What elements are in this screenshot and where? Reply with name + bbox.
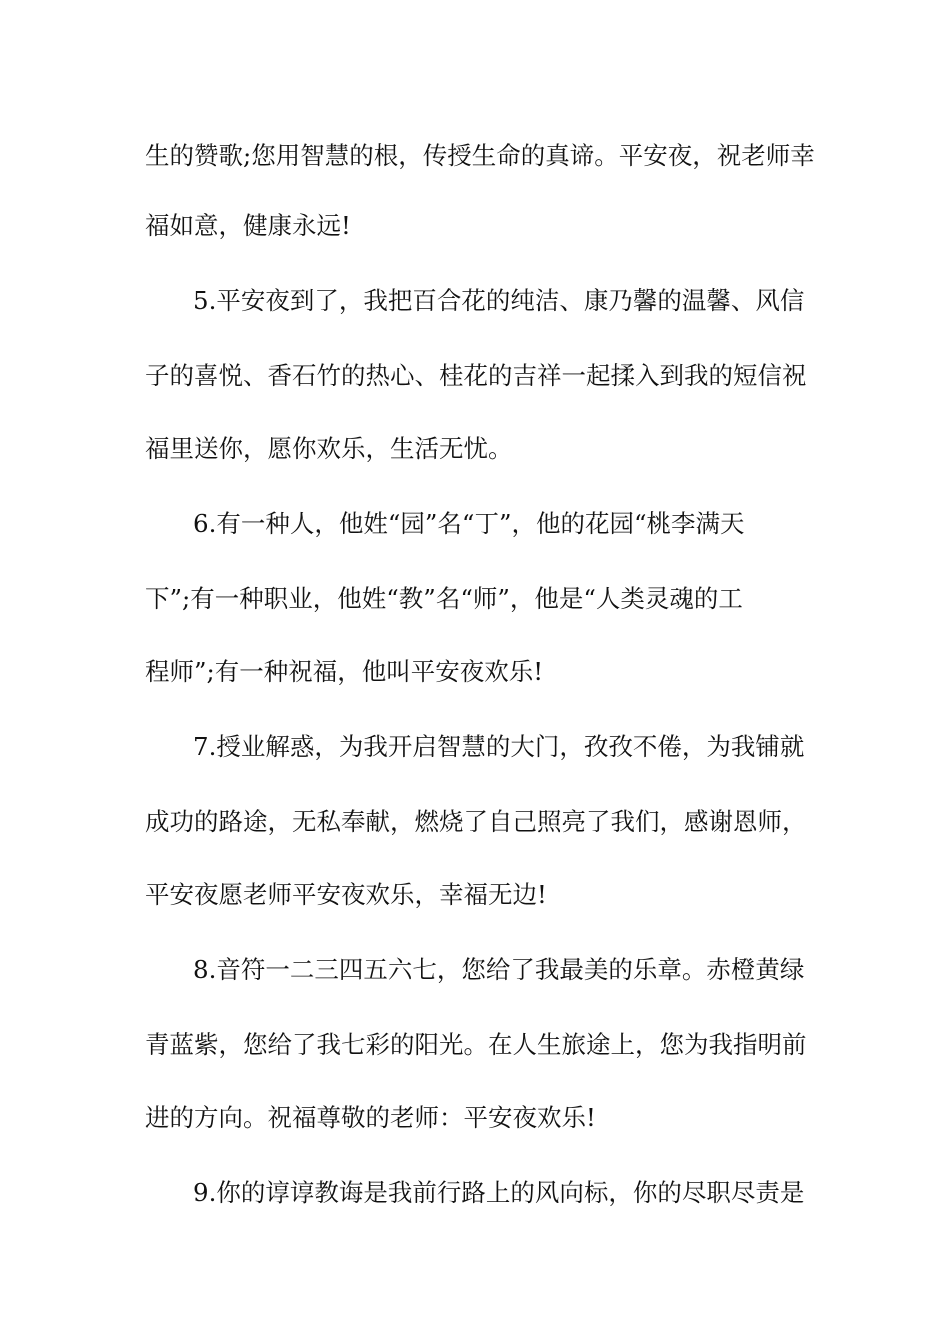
paragraph-5-start: 5.平安夜到了，我把百合花的纯洁、康乃馨的温馨、风信 <box>193 286 805 315</box>
text-line: 福里送你，愿你欢乐，生活无忧。 <box>145 434 513 463</box>
paragraph-6-start: 6.有一种人，他姓“园”名“丁”，他的花园“桃李满天 <box>193 509 745 538</box>
text-line: 青蓝紫，您给了我七彩的阳光。在人生旅途上，您为我指明前 <box>145 1030 807 1059</box>
paragraph-7-start: 7.授业解惑，为我开启智慧的大门，孜孜不倦，为我铺就 <box>193 732 805 761</box>
text-line: 福如意，健康永远! <box>145 211 351 240</box>
text-line: 平安夜愿老师平安夜欢乐，幸福无边! <box>145 880 547 909</box>
text-line: 子的喜悦、香石竹的热心、桂花的吉祥一起揉入到我的短信祝 <box>145 361 807 390</box>
text-line: 程师”;有一种祝福，他叫平安夜欢乐! <box>145 657 544 686</box>
text-line: 生的赞歌;您用智慧的根，传授生命的真谛。平安夜，祝老师幸 <box>145 141 815 170</box>
paragraph-9-start: 9.你的谆谆教诲是我前行路上的风向标，你的尽职尽责是 <box>193 1178 805 1207</box>
text-line: 进的方向。祝福尊敬的老师：平安夜欢乐! <box>145 1103 596 1132</box>
text-line: 成功的路途，无私奉献，燃烧了自己照亮了我们，感谢恩师， <box>145 807 807 836</box>
paragraph-8-start: 8.音符一二三四五六七，您给了我最美的乐章。赤橙黄绿 <box>193 955 805 984</box>
text-line: 下”;有一种职业，他姓“教”名“师”，他是“人类灵魂的工 <box>145 584 743 613</box>
